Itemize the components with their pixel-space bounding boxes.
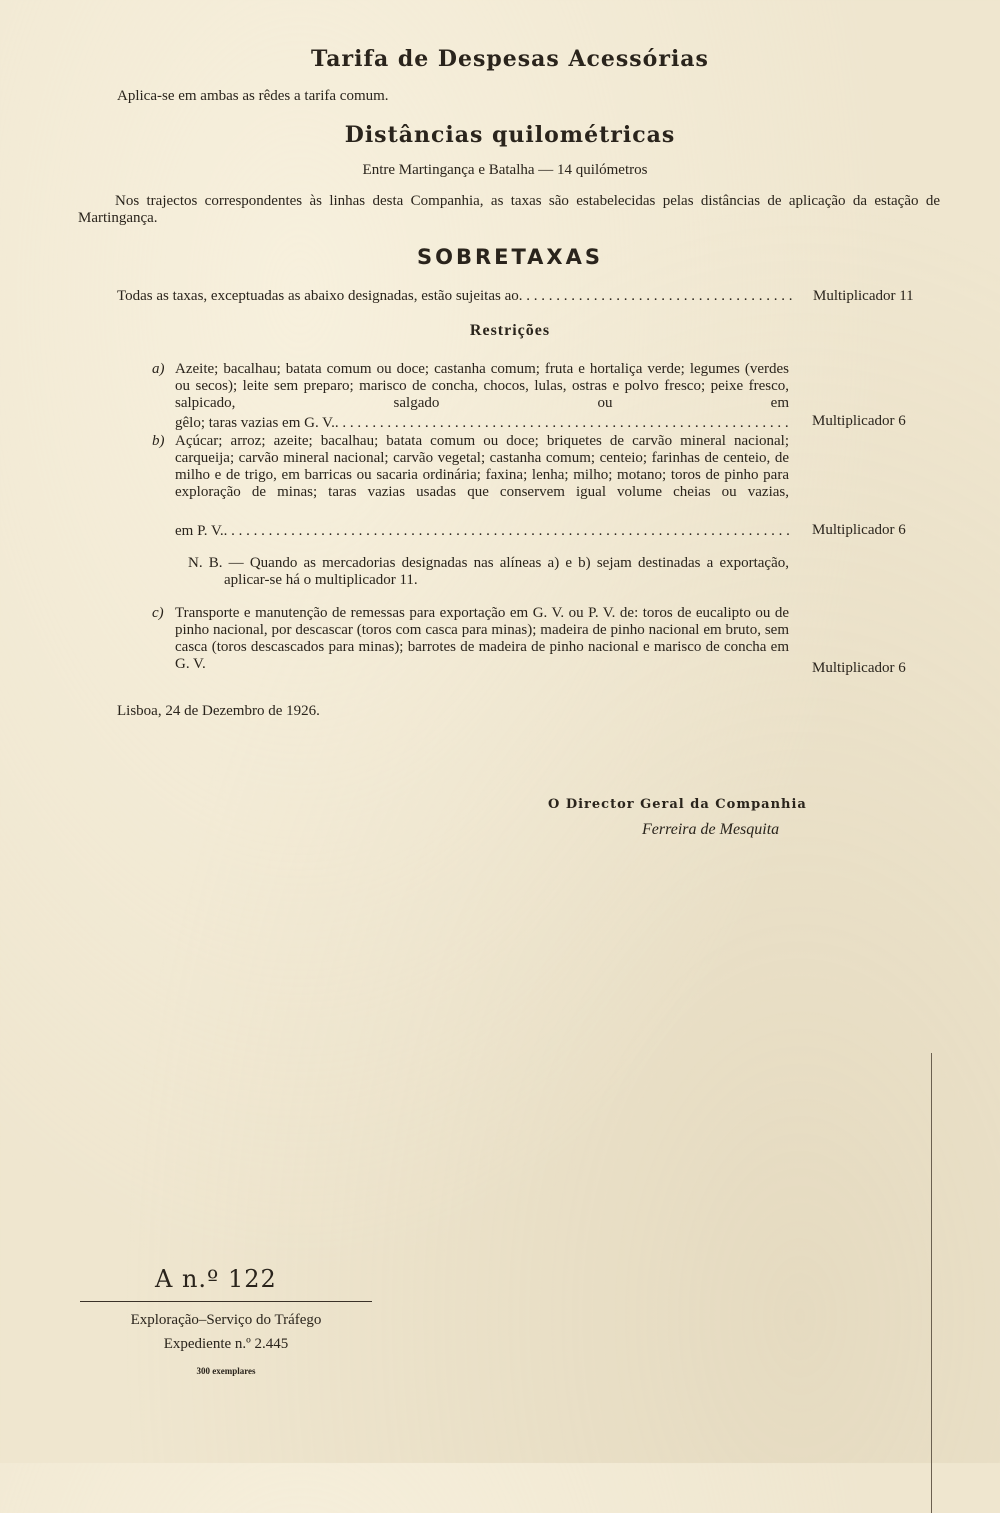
leader-dots — [335, 415, 789, 432]
distances-route: Entre Martingança e Batalha — 14 quilómetros — [362, 162, 648, 178]
item-c-text: Transporte e manutenção de remessas para exportação em G. V. ou P. V. de: toros de eucalipto ou de pinho nacional, por descascar (toros com casca para minas); madeira de pinho nacional em bruto, sem casca (toros descascados para minas); barrotes de madeira de pinho nacional e marisco de concha em G. V. — [175, 605, 789, 672]
surcharges-general-text: Todas as taxas, exceptuadas as abaixo designadas, estão sujeitas ao — [117, 288, 519, 304]
item-c-label: c) — [152, 605, 164, 621]
date-line: Lisboa, 24 de Dezembro de 1926. — [117, 703, 320, 719]
surcharges-heading: SOBRETAXAS — [416, 245, 603, 269]
footer-copies: 300 exemplares — [196, 1366, 256, 1376]
nb-note: N. B. — Quando as mercadorias designadas nas alíneas a) e b) sejam destinadas a exportação, aplicar-se há o multiplicador 11. — [188, 555, 789, 588]
footer-expediente: Expediente n.º 2.445 — [163, 1336, 289, 1352]
distances-paragraph: Nos trajectos correspondentes às linhas desta Companhia, as taxas são estabelecidas pelas distâncias de aplicação da estação de Martingança. — [78, 193, 940, 226]
margin-line — [931, 1053, 932, 1513]
surcharges-general-line — [117, 288, 795, 305]
footer-rule — [80, 1301, 372, 1302]
leader-dots — [224, 523, 789, 540]
item-b-label: b) — [152, 433, 165, 449]
item-b-text: Açúcar; arroz; azeite; bacalhau; batata comum ou doce; briquetes de carvão mineral nacional; carqueija; carvão mineral nacional; carvão vegetal; castanha comum; centeio; farinhas de centeio, de milho e de trigo, em barricas ou sacaria ordinária; faxina; lenha; milho; motano; toros de pinho para exploração de minas; taras vazias usadas que conservem igual volume cheias ou vazias, — [175, 433, 789, 500]
item-b-multiplier: Multiplicador 6 — [812, 522, 906, 538]
footer-number: A n.º 122 — [155, 1265, 277, 1293]
restrictions-heading: Restrições — [469, 322, 551, 339]
footer-department: Exploração–Serviço do Tráfego — [130, 1312, 322, 1328]
tariff-note: Aplica-se em ambas as rêdes a tarifa comum. — [117, 88, 389, 104]
signature-title: O Director Geral da Companhia — [548, 797, 807, 812]
leader-dots — [519, 288, 795, 305]
item-a-last-text: gêlo; taras vazias em G. V. — [175, 415, 335, 431]
item-c-multiplier: Multiplicador 6 — [812, 660, 906, 676]
item-a-text: Azeite; bacalhau; batata comum ou doce; castanha comum; fruta e hortaliça verde; legumes (verdes ou secos); leite sem preparo; marisco de concha, chocos, lulas, ostras e polvo fresco; peixe fresco, salpicado, salgado ou em — [175, 361, 789, 411]
distances-heading: Distâncias quilométricas — [344, 122, 676, 148]
item-a-multiplier: Multiplicador 6 — [812, 413, 906, 429]
page-title: Tarifa de Despesas Acessórias — [311, 46, 709, 72]
item-a-label: a) — [152, 361, 165, 377]
surcharges-general-multiplier: Multiplicador 11 — [813, 288, 914, 304]
item-b-last-text: em P. V. — [175, 523, 224, 539]
item-a-last-line — [175, 415, 789, 432]
signature-name: Ferreira de Mesquita — [642, 821, 780, 838]
item-b-last-line — [175, 523, 789, 540]
